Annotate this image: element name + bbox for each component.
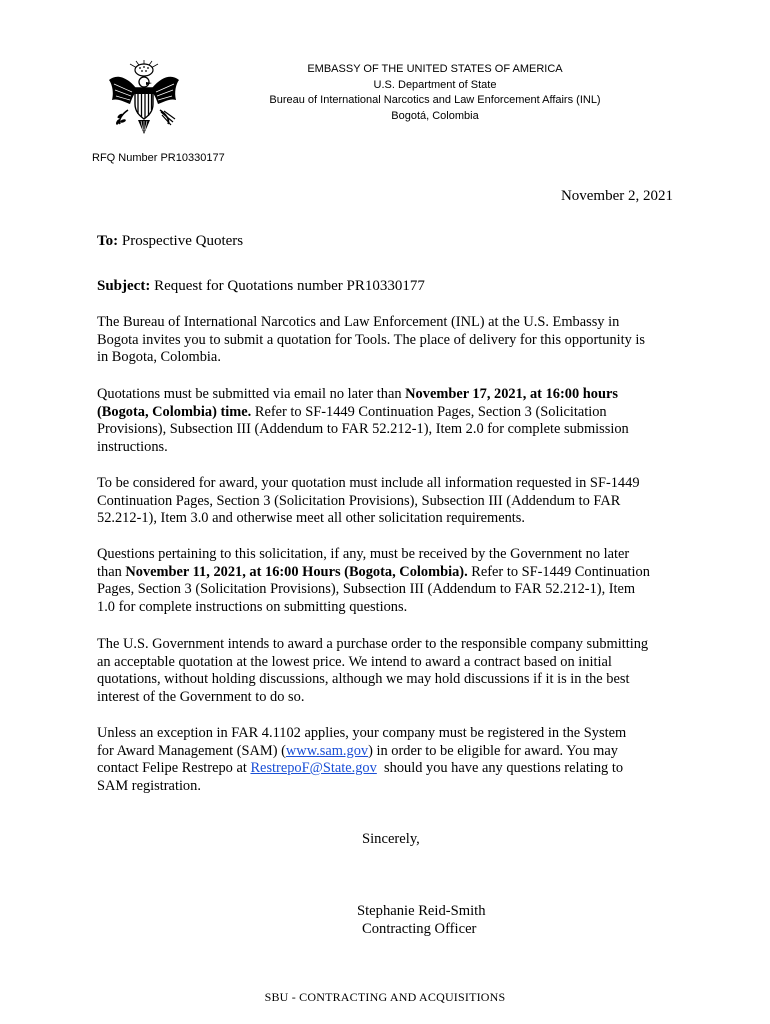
letterhead-city: Bogotá, Colombia (391, 109, 479, 122)
paragraph-submission (97, 386, 687, 456)
paragraph-award-requirements (97, 475, 687, 528)
rfq-label: RFQ Number (92, 152, 158, 164)
paragraph-intro (97, 314, 687, 367)
text-line: instructions. (97, 438, 168, 455)
text-line: Unless an exception in FAR 4.1102 applies, your company must be registered in the System (97, 725, 627, 741)
text-span: Refer to SF-1449 Continuation Pages, Section 3 (Solicitation (251, 403, 607, 420)
text-span: ) in order to be eligible for award. You may (368, 742, 618, 759)
text-line: To be considered for award, your quotation must include all information requested in SF-1449 (97, 475, 640, 491)
subject-value: Request for Quotations number PR10330177 (154, 278, 425, 294)
text-line: SAM registration. (97, 777, 201, 794)
paragraph-questions (97, 546, 687, 616)
text-line: Pages, Section 3 (Solicitation Provisions), Subsection III (Addendum to FAR 52.212-1), Item (97, 581, 636, 597)
text-line: Continuation Pages, Section 3 (Solicitation Provisions), Subsection III (Addendum to FAR (97, 492, 621, 509)
rfq-value: PR10330177 (160, 152, 225, 164)
sam-gov-link[interactable]: www.sam.gov (285, 742, 369, 759)
text-span: contact Felipe Restrepo at (97, 760, 251, 776)
footer-classification: SBU - CONTRACTING AND ACQUISITIONS (264, 990, 506, 1004)
text-line: Questions pertaining to this solicitation, if any, must be received by the Government no later (97, 546, 630, 562)
text-line: Provisions), Subsection III (Addendum to FAR 52.212-1), Item 2.0 for complete submission (97, 421, 629, 437)
deadline-bold: (Bogota, Colombia) time. (97, 403, 252, 420)
signer-title: Contracting Officer (362, 921, 477, 937)
text-line: The Bureau of International Narcotics and Law Enforcement (INL) at the U.S. Embassy in (97, 314, 620, 330)
text-span: than (97, 563, 126, 580)
paragraph-award-intent (97, 636, 687, 706)
text-line: quotations, without holding discussions, although we may hold discussions if it is in the best (97, 671, 630, 687)
text-line: 1.0 for complete instructions on submitting questions. (97, 598, 408, 615)
text-line: Bogota invites you to submit a quotation for Tools. The place of delivery for this opportunity is (97, 331, 646, 348)
text-line (97, 386, 687, 404)
deadline-bold: November 11, 2021, at 16:00 Hours (Bogota, Colombia). (125, 563, 468, 580)
paragraph-sam-registration (97, 725, 687, 795)
text-line: The U.S. Government intends to award a purchase order to the responsible company submitting (97, 636, 649, 652)
to-value: Prospective Quoters (121, 233, 244, 249)
letterhead-bureau: Bureau of International Narcotics and Law Enforcement Affairs (INL) (269, 94, 601, 106)
letterhead (200, 62, 670, 124)
text-span: Quotations must be submitted via email no later than (97, 386, 406, 402)
text-line (97, 743, 687, 761)
text-line: in Bogota, Colombia. (97, 349, 221, 365)
letterhead-department: U.S. Department of State (373, 78, 497, 91)
deadline-bold: November 17, 2021, at 16:00 hours (405, 386, 618, 402)
letter-date: November 2, 2021 (560, 188, 673, 204)
text-line (97, 404, 687, 422)
closing: Sincerely, (362, 831, 420, 847)
text-line: 52.212-1), Item 3.0 and otherwise meet all other solicitation requirements. (97, 510, 526, 526)
text-line: an acceptable quotation at the lowest price. We intend to award a contract based on initial (97, 653, 612, 670)
subject-label: Subject: (97, 278, 151, 294)
signer-name: Stephanie Reid-Smith (357, 903, 486, 919)
text-line (97, 564, 687, 582)
text-line (97, 760, 687, 778)
text-span: for Award Management (SAM) ( (97, 742, 286, 759)
email-link[interactable]: RestrepoF@State.gov (250, 760, 377, 776)
text-span: should you have any questions relating to (376, 760, 624, 776)
to-line (97, 233, 243, 250)
rfq-number (92, 152, 225, 164)
to-label: To: (97, 233, 119, 249)
subject-line (97, 278, 425, 295)
letterhead-embassy: EMBASSY OF THE UNITED STATES OF AMERICA (307, 63, 563, 75)
text-span: Refer to SF-1449 Continuation (467, 563, 650, 580)
text-line: interest of the Government to do so. (97, 688, 305, 705)
great-seal-eagle-icon (106, 58, 182, 138)
